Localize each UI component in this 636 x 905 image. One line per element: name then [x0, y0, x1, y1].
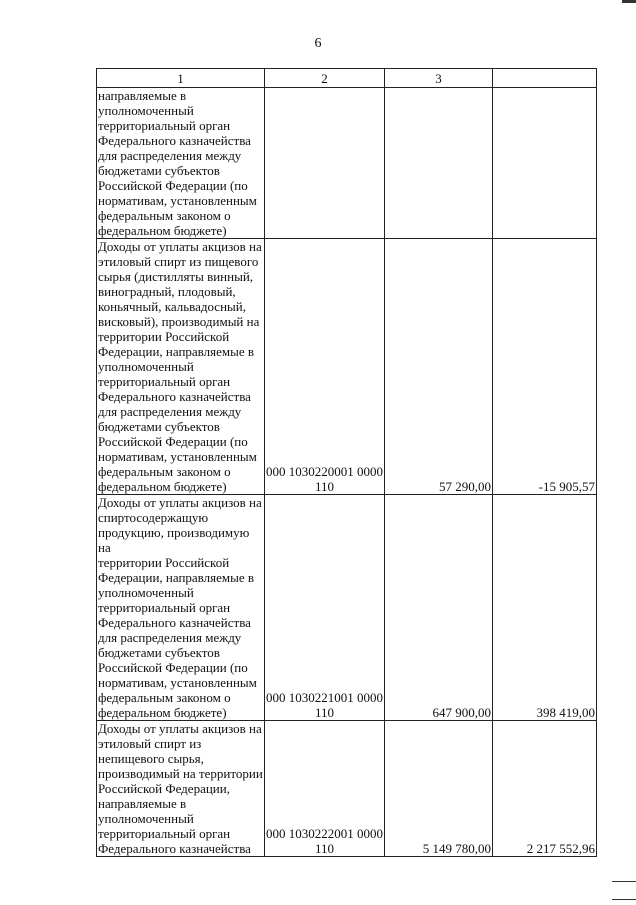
- scan-edge-mark-bottom-2: [612, 899, 636, 900]
- table-row: [97, 239, 597, 495]
- row-amount-fact: 2 217 552,96: [493, 721, 597, 857]
- row-amount-fact: 398 419,00: [493, 495, 597, 721]
- column-header-4: [493, 69, 597, 88]
- column-header-1: 1: [97, 69, 265, 88]
- column-header-3: 3: [385, 69, 493, 88]
- row-amount-plan: 647 900,00: [385, 495, 493, 721]
- table-row: [97, 88, 597, 239]
- row-amount-plan: 57 290,00: [385, 239, 493, 495]
- column-header-2: 2: [265, 69, 385, 88]
- row-budget-code: [265, 88, 385, 239]
- row-description: Доходы от уплаты акцизов на спиртосодержащую продукцию, производимую на территории Российской Федерации, направляемые в уполномоченный территориальный орган Федерального казначейства для распределения между бюджетами субъектов Российской Федерации (по нормативам, установленным федеральным законом о федеральном бюджете): [97, 495, 265, 721]
- row-description: Доходы от уплаты акцизов на этиловый спирт из непищевого сырья, производимый на территории Российской Федерации, направляемые в уполномоченный территориальный орган Федерального казначейства: [98, 721, 263, 856]
- row-description: Доходы от уплаты акцизов на этиловый спирт из пищевого сырья (дистилляты винный, виноградный, плодовый, коньячный, кальвадосный, висковый), производимый на территории Российской Федерации, направляемые в уполномоченный территориальный орган Федерального казначейства для распределения между бюджетами субъектов Российской Федерации (по нормативам, установленным федеральным законом о федеральном бюджете): [97, 239, 265, 495]
- row-budget-code: 000 1030221001 0000 110: [265, 495, 385, 721]
- page-number: 6: [314, 36, 322, 51]
- row-budget-code: 000 1030222001 0000 110: [265, 721, 385, 857]
- row-amount-fact: [493, 88, 597, 239]
- scan-edge-mark-top: [622, 0, 636, 3]
- scan-edge-mark-bottom: [612, 881, 636, 882]
- revenue-table: [96, 68, 597, 857]
- row-budget-code: 000 1030220001 0000 110: [265, 239, 385, 495]
- row-description: направляемые в уполномоченный территориальный орган Федерального казначейства для распределения между бюджетами субъектов Российской Федерации (по нормативам, установленным федеральным законом о федеральном бюджете): [97, 88, 265, 239]
- table-row: [97, 495, 597, 721]
- row-amount-fact: -15 905,57: [493, 239, 597, 495]
- table-header-row: [97, 69, 597, 88]
- row-amount-plan: [385, 88, 493, 239]
- row-amount-plan: 5 149 780,00: [385, 721, 493, 857]
- table-row: [97, 721, 597, 857]
